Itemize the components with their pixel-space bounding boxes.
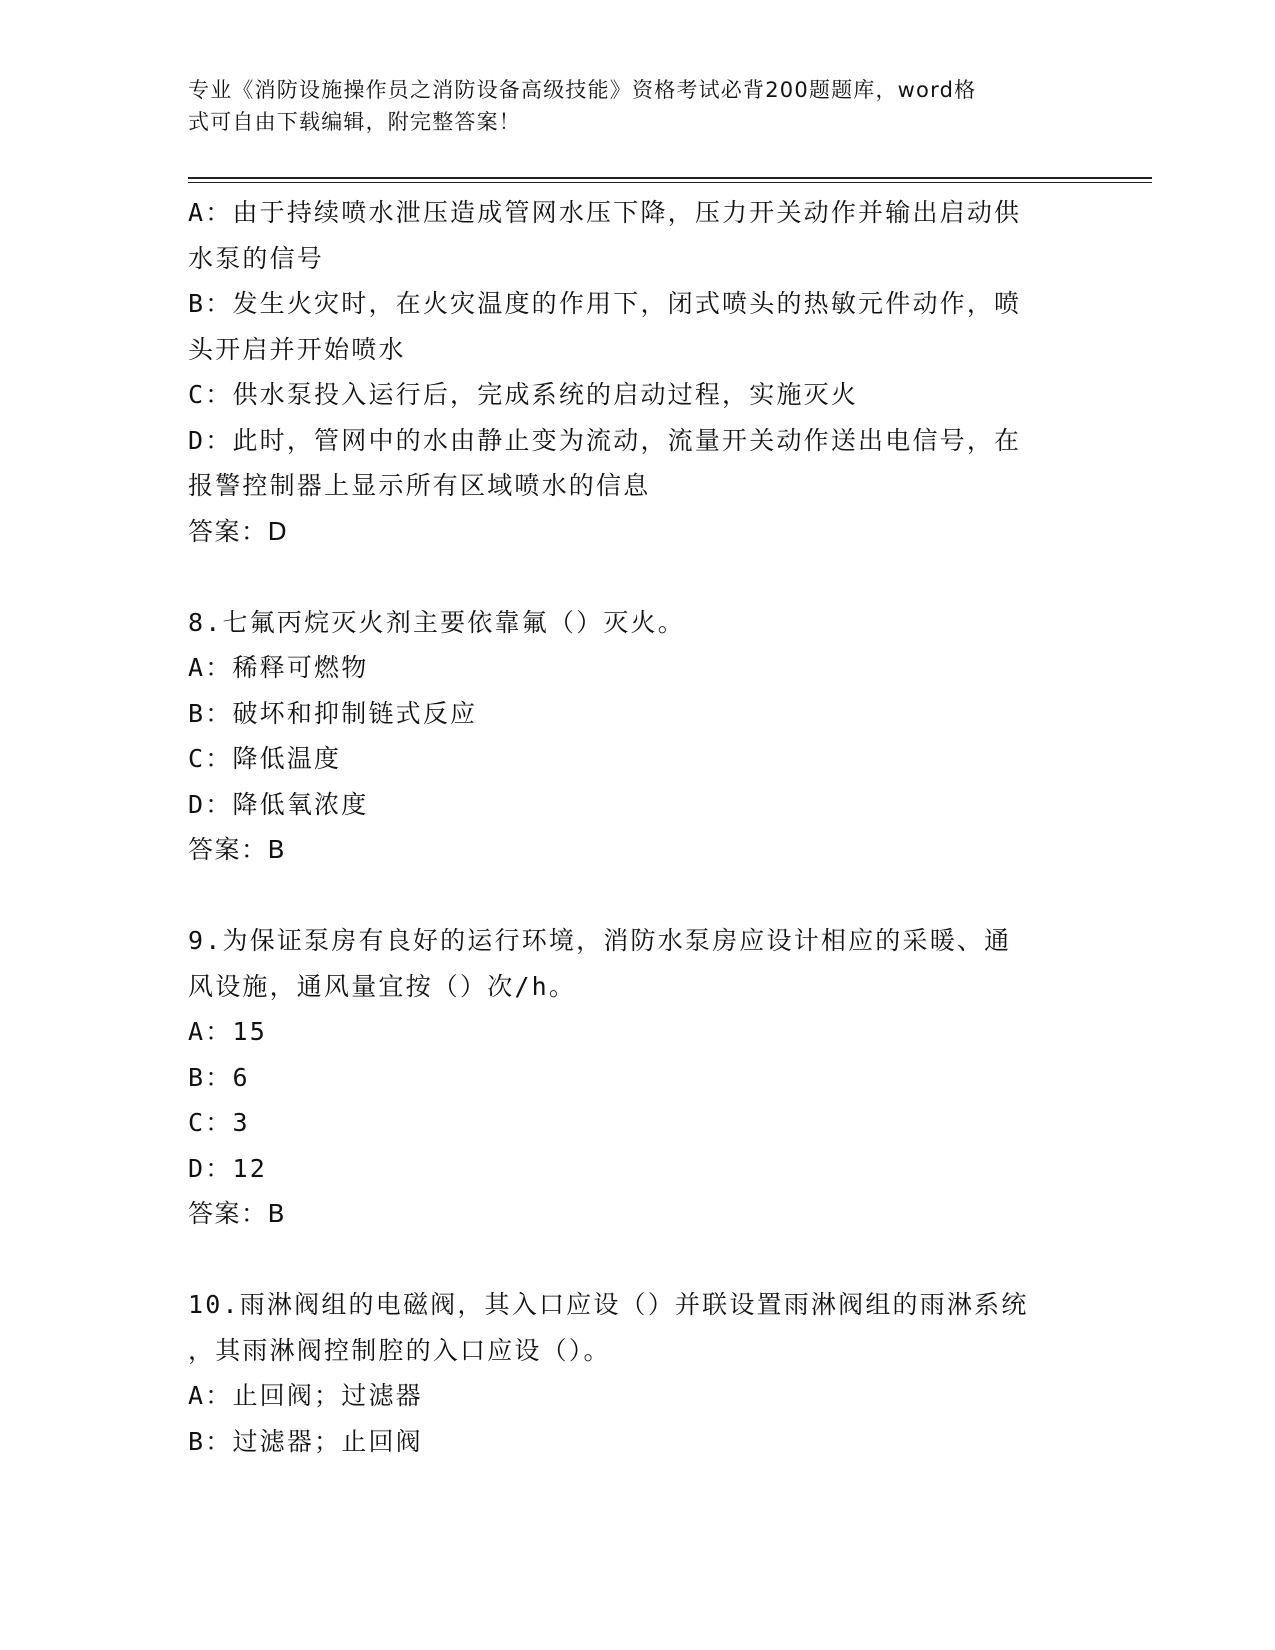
document-header [188, 74, 1068, 138]
header-divider-thin [188, 182, 1152, 183]
q9-option-a: A：15 [188, 1017, 267, 1046]
q7-answer: 答案：D [188, 516, 289, 546]
question-10 [188, 1282, 1088, 1464]
q9-option-d: D：12 [188, 1153, 267, 1183]
q9-option-c: C：3 [188, 1108, 250, 1137]
q9-answer: 答案：B [188, 1199, 287, 1228]
q7-option-b-line-2: 头开启并开始喷水 [188, 334, 406, 364]
q7-option-a-line-2: 水泵的信号 [188, 243, 325, 273]
header-line-2: 式可自由下载编辑，附完整答案！ [188, 110, 521, 134]
question-9 [188, 918, 1088, 1237]
spacer [188, 554, 1088, 600]
q8-answer: 答案：B [188, 835, 287, 864]
q8-option-c: C：降低温度 [188, 744, 342, 773]
question-content [188, 190, 1088, 1464]
q8-question: 8.七氟丙烷灭火剂主要依靠氟（）灭火。 [188, 607, 685, 637]
q10-option-a: A：止回阀；过滤器 [188, 1381, 423, 1410]
q10-question-line-1: 10.雨淋阀组的电磁阀，其入口应设（）并联设置雨淋阀组的雨淋系统 [188, 1290, 1029, 1319]
question-7 [188, 190, 1088, 554]
spacer [188, 1237, 1088, 1283]
q8-option-d: D：降低氧浓度 [188, 789, 369, 819]
q7-option-d-line-2: 报警控制器上显示所有区域喷水的信息 [188, 471, 651, 500]
q9-option-b: B：6 [188, 1062, 250, 1092]
header-divider-thick [188, 177, 1152, 179]
q8-option-a: A：稀释可燃物 [188, 653, 369, 682]
q7-option-a-line-1: A：由于持续喷水泄压造成管网水压下降，压力开关动作并输出启动供 [188, 198, 1022, 227]
q9-question-line-1: 9.为保证泵房有良好的运行环境，消防水泵房应设计相应的采暖、通 [188, 926, 1012, 955]
header-line-1: 专业《消防设施操作员之消防设备高级技能》资格考试必背200题题库，word格 [188, 78, 977, 102]
q7-option-c: C：供水泵投入运行后，完成系统的启动过程，实施灭火 [188, 380, 859, 409]
q10-option-b: B：过滤器；止回阀 [188, 1426, 423, 1456]
spacer [188, 873, 1088, 919]
q7-option-d-line-1: D：此时，管网中的水由静止变为流动，流量开关动作送出电信号，在 [188, 425, 1022, 455]
question-8 [188, 600, 1088, 873]
q8-option-b: B：破坏和抑制链式反应 [188, 698, 478, 728]
q7-option-b-line-1: B：发生火灾时，在火灾温度的作用下，闭式喷头的热敏元件动作，喷 [188, 289, 1022, 318]
q10-question-line-2: ，其雨淋阀控制腔的入口应设（）。 [188, 1335, 611, 1365]
q9-question-line-2: 风设施，通风量宜按（）次/h。 [188, 971, 577, 1001]
